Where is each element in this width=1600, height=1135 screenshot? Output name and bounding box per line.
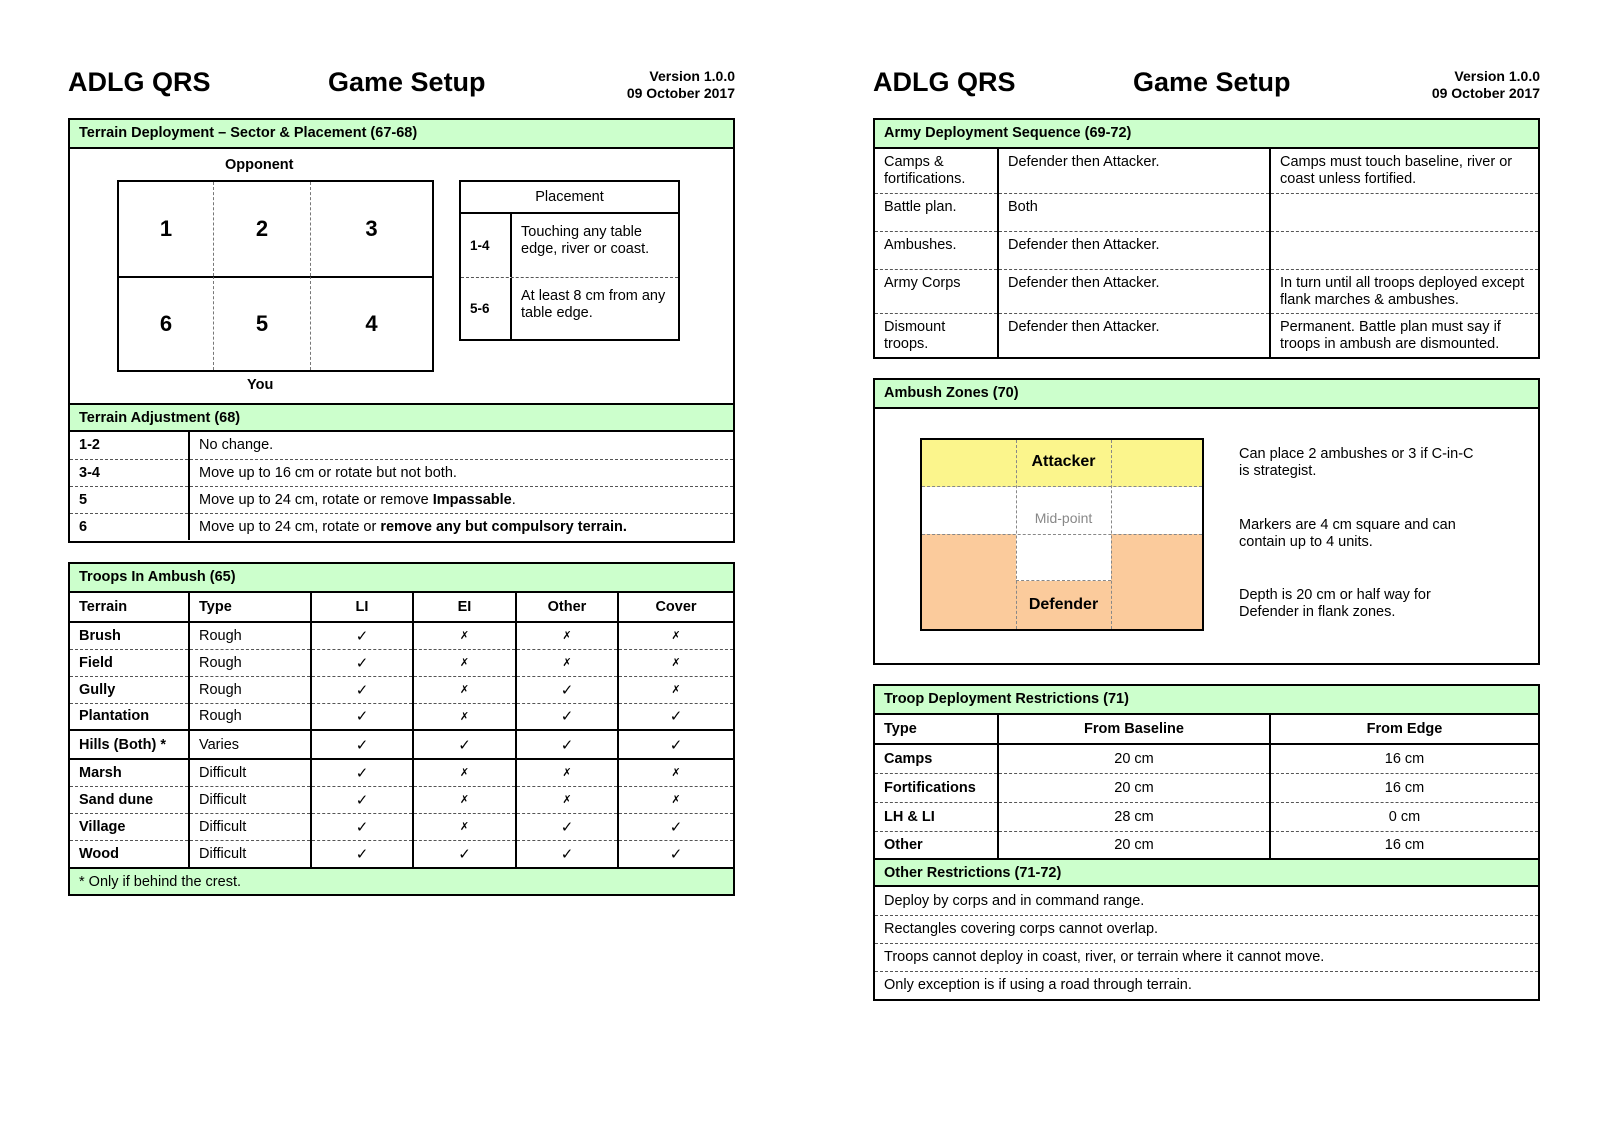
check-cell: ✗	[618, 759, 733, 786]
check-cell: ✗	[516, 622, 618, 649]
check-cell: ✓	[618, 840, 733, 867]
note-cell	[1270, 193, 1538, 231]
terrain-adjustment-heading: Terrain Adjustment (68)	[70, 403, 733, 432]
other-restrictions-heading: Other Restrictions (71-72)	[875, 858, 1538, 887]
page-left	[68, 0, 735, 896]
sector-cell: 2	[213, 182, 310, 276]
ambush-zones-box	[873, 378, 1540, 665]
ambush-zones-heading: Ambush Zones (70)	[875, 380, 1538, 409]
table-row	[875, 193, 1538, 231]
roll-cell: 3-4	[70, 459, 189, 486]
restriction-cell: Only exception is if using a road through terrain.	[875, 971, 1538, 999]
check-cell: ✓	[618, 813, 733, 840]
brand-title: ADLG QRS	[68, 67, 211, 97]
version-label: Version 1.0.0	[1454, 68, 1540, 84]
check-cell: ✓	[311, 676, 413, 703]
sector-cell: 6	[119, 276, 213, 370]
other-restrictions-body	[875, 887, 1538, 999]
check-cell: ✓	[311, 786, 413, 813]
page-title: Game Setup	[1133, 67, 1291, 97]
zone-divider	[1111, 440, 1112, 629]
check-cell: ✗	[516, 649, 618, 676]
table-row	[875, 744, 1538, 773]
type-cell: Varies	[189, 730, 311, 759]
placement-text: At least 8 cm from any table edge.	[521, 288, 666, 321]
placement-row	[461, 214, 678, 277]
troops-in-ambush-table	[70, 593, 733, 867]
other-restrictions-table	[875, 887, 1538, 999]
check-cell: ✓	[618, 703, 733, 730]
column-header: From Edge	[1270, 715, 1538, 744]
table-row	[875, 149, 1538, 193]
sector-cell: 1	[159, 216, 173, 241]
check-cell: ✗	[413, 703, 516, 730]
item-cell: Dismount troops.	[875, 313, 998, 357]
edge-cell: 16 cm	[1270, 831, 1538, 858]
type-cell: Difficult	[189, 840, 311, 867]
army-deployment-body	[875, 149, 1538, 357]
check-cell: ✗	[413, 759, 516, 786]
ambush-note: Depth is 20 cm or half way for Defender in flank zones.	[1239, 587, 1431, 620]
note-cell: Camps must touch baseline, river or coast unless fortified.	[1270, 149, 1538, 193]
effect-bold: remove any but compulsory terrain.	[380, 518, 627, 535]
placement-roll: 5-6	[461, 278, 512, 339]
edge-cell: 16 cm	[1270, 744, 1538, 773]
restrictions-box	[873, 684, 1540, 1001]
baseline-cell: 20 cm	[998, 831, 1270, 858]
column-header: LI	[311, 593, 413, 622]
placement-row	[461, 277, 678, 339]
baseline-cell: 28 cm	[998, 802, 1270, 831]
baseline-cell: 20 cm	[998, 744, 1270, 773]
sector-grid	[117, 180, 434, 372]
check-cell: ✗	[618, 676, 733, 703]
terrain-cell: Brush	[79, 627, 121, 644]
type-cell: Fortifications	[875, 773, 998, 802]
version-info	[1432, 68, 1540, 102]
table-row	[875, 773, 1538, 802]
check-cell: ✓	[311, 813, 413, 840]
sector-diagram	[70, 149, 733, 403]
terrain-cell: Gully	[70, 676, 189, 703]
effect-cell: Move up to 16 cm or rotate but not both.	[189, 459, 733, 486]
ambush-note: Can place 2 ambushes or 3 if C-in-C is strategist.	[1239, 446, 1474, 479]
sector-cell: 5	[213, 276, 310, 370]
check-cell: ✓	[516, 703, 618, 730]
table-header-row	[70, 593, 733, 622]
check-cell: ✓	[618, 730, 733, 759]
page-header	[68, 0, 735, 118]
type-cell: Rough	[189, 622, 311, 649]
check-cell: ✗	[413, 786, 516, 813]
note-cell: In turn until all troops deployed except flank marches & ambushes.	[1270, 269, 1538, 313]
page-header	[873, 0, 1540, 118]
check-cell: ✓	[311, 649, 413, 676]
item-cell: Battle plan.	[875, 193, 998, 231]
ambush-note: Markers are 4 cm square and can contain up to 4 units.	[1239, 517, 1456, 550]
terrain-deployment-heading: Terrain Deployment – Sector & Placement (67-68)	[70, 120, 733, 149]
ambush-zones-diagram	[875, 409, 1538, 663]
check-cell: ✗	[516, 786, 618, 813]
check-cell: ✗	[413, 622, 516, 649]
placement-table	[459, 180, 680, 341]
type-cell: Difficult	[189, 786, 311, 813]
check-cell: ✗	[516, 759, 618, 786]
placement-roll: 1-4	[461, 214, 512, 277]
check-cell: ✓	[311, 759, 413, 786]
note-cell	[1270, 231, 1538, 269]
effect-cell	[189, 486, 733, 513]
type-cell: Rough	[189, 703, 311, 730]
troops-in-ambush-box	[68, 562, 735, 896]
table-row	[70, 676, 733, 703]
terrain-cell: Hills (Both) *	[79, 736, 166, 753]
terrain-cell: Field	[70, 649, 189, 676]
check-cell: ✓	[311, 840, 413, 867]
table-row	[70, 786, 733, 813]
ambush-zone-map	[920, 438, 1204, 631]
troops-in-ambush-heading: Troops In Ambush (65)	[70, 564, 733, 593]
order-cell: Defender then Attacker.	[998, 231, 1270, 269]
troop-deployment-table	[875, 715, 1538, 858]
table-row	[70, 459, 733, 486]
column-header: Type	[884, 721, 917, 737]
table-row	[875, 943, 1538, 971]
order-cell: Defender then Attacker.	[998, 269, 1270, 313]
baseline-cell: 20 cm	[998, 773, 1270, 802]
version-date: 09 October 2017	[626, 85, 735, 101]
check-cell: ✗	[618, 786, 733, 813]
table-row	[875, 831, 1538, 858]
type-cell: Rough	[189, 649, 311, 676]
effect-cell: No change.	[189, 432, 733, 459]
brand-title: ADLG QRS	[873, 67, 1016, 97]
effect-text: Move up to 24 cm, rotate or remove	[199, 491, 433, 508]
check-cell: ✓	[516, 676, 618, 703]
table-row	[70, 759, 733, 786]
terrain-cell: Village	[70, 813, 189, 840]
troops-in-ambush-body	[70, 622, 733, 867]
table-row	[875, 802, 1538, 831]
sector-cell: 4	[310, 276, 432, 370]
footnote: * Only if behind the crest.	[70, 867, 733, 894]
midpoint-gap	[1016, 534, 1111, 581]
column-header: EI	[413, 593, 516, 622]
order-cell: Defender then Attacker.	[998, 313, 1270, 357]
check-cell: ✓	[413, 730, 516, 759]
note-cell: Permanent. Battle plan must say if troops in ambush are dismounted.	[1270, 313, 1538, 357]
sector-cell: 3	[310, 182, 432, 276]
army-deployment-box	[873, 118, 1540, 359]
placement-text: Touching any table edge, river or coast.	[521, 224, 650, 257]
placement-heading: Placement	[461, 182, 678, 214]
edge-cell: 16 cm	[1270, 773, 1538, 802]
effect-text: Move up to 24 cm, rotate or	[199, 518, 381, 535]
column-header: From Baseline	[998, 715, 1270, 744]
table-row	[875, 887, 1538, 915]
type-cell: Difficult	[189, 813, 311, 840]
terrain-cell: Marsh	[79, 764, 122, 781]
column-header: Type	[189, 593, 311, 622]
table-row	[70, 513, 733, 540]
army-deployment-heading: Army Deployment Sequence (69-72)	[875, 120, 1538, 149]
check-cell: ✗	[618, 622, 733, 649]
item-cell: Camps & fortifications.	[884, 154, 966, 187]
table-row	[875, 971, 1538, 999]
table-header-row	[875, 715, 1538, 744]
roll-cell: 5	[70, 486, 189, 513]
check-cell: ✓	[311, 622, 413, 649]
you-label: You	[247, 377, 274, 393]
column-header: Other	[516, 593, 618, 622]
table-row	[875, 269, 1538, 313]
type-cell: Other	[875, 831, 998, 858]
terrain-cell: Plantation	[70, 703, 189, 730]
army-deployment-table	[875, 149, 1538, 357]
check-cell: ✓	[516, 813, 618, 840]
table-row	[70, 703, 733, 730]
terrain-box	[68, 118, 735, 543]
version-info	[627, 68, 735, 102]
restriction-cell: Deploy by corps and in command range.	[884, 892, 1145, 909]
table-row	[875, 231, 1538, 269]
table-row	[70, 730, 733, 759]
roll-cell: 6	[70, 513, 189, 540]
column-header: Cover	[618, 593, 733, 622]
check-cell: ✓	[516, 730, 618, 759]
order-cell: Defender then Attacker.	[998, 149, 1270, 193]
attacker-label: Attacker	[1031, 453, 1096, 470]
type-cell: LH & LI	[875, 802, 998, 831]
restriction-cell: Rectangles covering corps cannot overlap.	[875, 915, 1538, 943]
table-row	[70, 486, 733, 513]
check-cell: ✗	[413, 676, 516, 703]
item-cell: Ambushes.	[875, 231, 998, 269]
effect-cell	[189, 513, 733, 540]
table-row	[875, 313, 1538, 357]
zone-divider	[922, 534, 1202, 535]
item-cell: Army Corps	[875, 269, 998, 313]
edge-cell: 0 cm	[1270, 802, 1538, 831]
type-cell: Difficult	[189, 759, 311, 786]
page-title: Game Setup	[328, 67, 486, 97]
midpoint-label: Mid-point	[1034, 510, 1093, 526]
type-cell: Rough	[189, 676, 311, 703]
terrain-cell: Wood	[70, 840, 189, 867]
check-cell: ✓	[516, 840, 618, 867]
check-cell: ✓	[311, 703, 413, 730]
version-date: 09 October 2017	[1431, 85, 1540, 101]
terrain-cell: Sand dune	[70, 786, 189, 813]
table-row	[70, 813, 733, 840]
troop-deployment-heading: Troop Deployment Restrictions (71)	[875, 686, 1538, 715]
column-header: Terrain	[79, 599, 128, 615]
effect-bold: Impassable	[432, 491, 512, 508]
table-row	[875, 915, 1538, 943]
type-cell: Camps	[884, 750, 933, 767]
table-row	[70, 649, 733, 676]
restriction-cell: Troops cannot deploy in coast, river, or terrain where it cannot move.	[875, 943, 1538, 971]
opponent-label: Opponent	[225, 157, 294, 173]
roll-cell: 1-2	[79, 437, 100, 454]
check-cell: ✗	[413, 649, 516, 676]
table-row	[70, 432, 733, 459]
table-row	[70, 840, 733, 867]
defender-label: Defender	[1028, 596, 1099, 613]
order-cell: Both	[998, 193, 1270, 231]
table-row	[70, 622, 733, 649]
version-label: Version 1.0.0	[649, 68, 735, 84]
check-cell: ✗	[618, 649, 733, 676]
troop-deployment-body	[875, 744, 1538, 858]
terrain-adjustment-table	[70, 432, 733, 540]
page-right	[873, 0, 1540, 1001]
check-cell: ✓	[311, 730, 413, 759]
check-cell: ✓	[413, 840, 516, 867]
effect-tail: .	[511, 491, 516, 508]
check-cell: ✗	[413, 813, 516, 840]
